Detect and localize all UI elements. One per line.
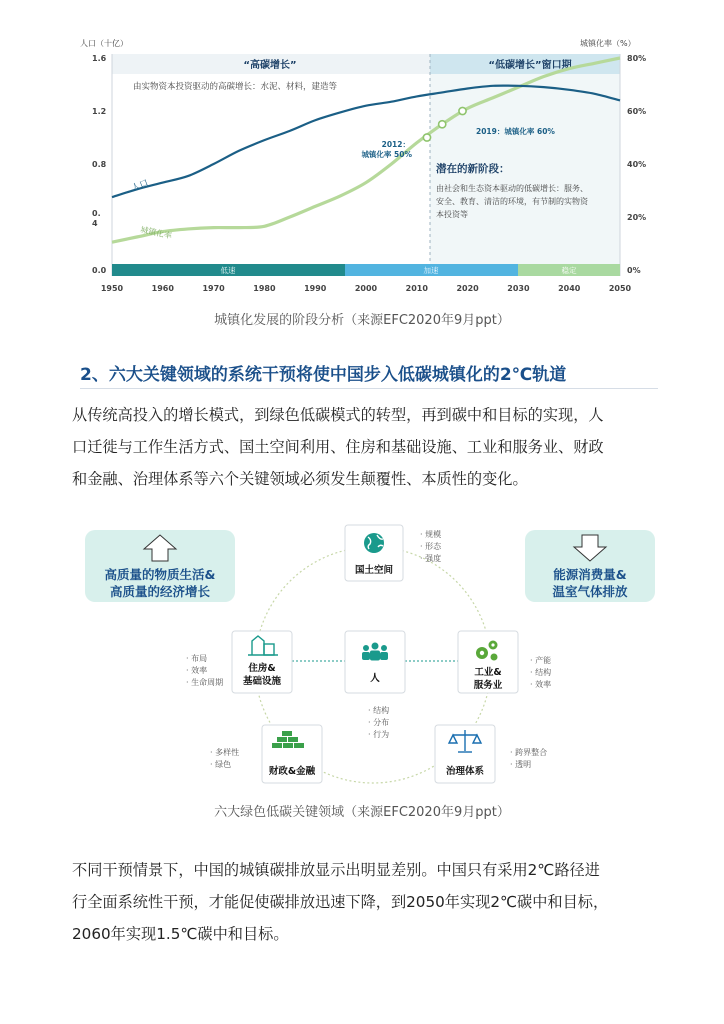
node-land-label: 国土空间 — [354, 565, 394, 576]
energy-emission-line2: 温室气体排放 — [552, 584, 628, 599]
paragraph-2-line: 不同干预情景下，中国的城镇碳排放显示出明显差别。中国只有采用2℃路径进 — [72, 861, 600, 879]
x-axis-tick: 1990 — [304, 284, 327, 293]
paragraph-2-line: 2060年实现1.5℃碳中和目标。 — [72, 925, 289, 943]
x-axis-tick: 2030 — [507, 284, 530, 293]
left-axis-title: 人口（十亿） — [80, 39, 128, 48]
industry-bullet: · 产能 — [530, 656, 552, 665]
six-domains-diagram — [0, 515, 724, 795]
x-axis-tick: 1980 — [253, 284, 276, 293]
x-axis-tick: 2020 — [456, 284, 479, 293]
left-axis-tick: 0.0 — [92, 266, 107, 275]
land-bullet: · 形态 — [420, 542, 442, 551]
right-axis-tick: 40% — [627, 160, 647, 169]
industry-bullet: · 效率 — [530, 680, 552, 689]
node-governance-label: 治理体系 — [445, 766, 485, 777]
housing-bullet: · 效率 — [186, 666, 208, 675]
new-stage-desc-3: 本投资等 — [436, 210, 468, 219]
urbanization-marker — [439, 121, 446, 128]
node-industry-label-2: 服务业 — [473, 680, 503, 691]
right-axis-title: 城镇化率（%） — [580, 39, 636, 48]
band-mid-label: 加速 — [423, 266, 439, 275]
governance-bullet: · 跨界整合 — [510, 748, 548, 757]
chart-caption: 城镇化发展的阶段分析（来源EFC2020年9月ppt） — [214, 313, 510, 328]
x-axis-tick: 1950 — [100, 284, 124, 293]
people-bullet: · 行为 — [368, 730, 390, 739]
x-axis-tick: 2050 — [608, 284, 632, 293]
paragraph-1-line: 从传统高投入的增长模式，到绿色低碳模式的转型，再到碳中和目标的实现，人 — [72, 406, 604, 424]
housing-bullet: · 生命周期 — [186, 678, 224, 687]
land-bullet: · 强度 — [420, 554, 442, 563]
right-axis-tick: 0% — [627, 266, 641, 275]
left-axis-tick: 0. — [92, 209, 101, 218]
phase-high-desc: 由实物资本投资驱动的高碳增长：水泥、材料，建造等 — [133, 82, 338, 92]
right-axis-tick: 60% — [627, 107, 647, 116]
x-axis-tick: 1970 — [202, 284, 225, 293]
paragraph-2 — [72, 854, 662, 950]
finance-bullet: · 绿色 — [210, 760, 232, 769]
x-axis-tick: 2010 — [405, 284, 428, 293]
governance-bullet: · 透明 — [510, 760, 532, 769]
node-housing-label-2: 基础设施 — [242, 676, 282, 687]
left-axis-tick: 1.6 — [92, 54, 107, 63]
people-bullet: · 结构 — [368, 706, 390, 715]
urbanization-chart — [0, 0, 724, 300]
right-axis-tick: 80% — [627, 54, 647, 63]
new-stage-desc-1: 由社会和生态资本驱动的低碳增长：服务、 — [436, 184, 588, 193]
paragraph-1 — [72, 399, 662, 495]
urbanization-marker — [459, 107, 466, 114]
quality-growth-line1: 高质量的物质生活& — [104, 567, 216, 582]
left-axis-tick: 1.2 — [92, 107, 107, 116]
section-heading: 2、六大关键领域的系统干预将使中国步入低碳城镇化的2℃轨道 — [80, 365, 567, 385]
paragraph-1-line: 和金融、治理体系等六个关键领域必须发生颠覆性、本质性的变化。 — [72, 470, 528, 488]
node-people — [345, 631, 405, 693]
node-industry — [458, 631, 518, 693]
new-stage-desc-2: 安全、教育、清洁的环境，有节制的实物资 — [436, 197, 588, 206]
node-industry-label-1: 工业& — [474, 667, 502, 678]
heading-divider — [80, 388, 658, 389]
paragraph-2-line: 行全面系统性干预，才能促使碳排放迅速下降，到2050年实现2℃碳中和目标， — [72, 893, 609, 911]
paragraph-1-line: 口迁徙与工作生活方式、国土空间利用、住房和基础设施、工业和服务业、财政 — [72, 438, 604, 456]
finance-bullet: · 多样性 — [210, 748, 240, 757]
housing-bullet: · 布局 — [186, 654, 208, 663]
node-finance-label: 财政&金融 — [268, 766, 316, 777]
phase-low-title: “低碳增长”窗口期 — [488, 60, 572, 71]
band-stable-label: 稳定 — [561, 266, 577, 275]
population-label: 人口 — [130, 178, 150, 194]
right-axis-tick: 20% — [627, 213, 647, 222]
diagram-caption: 六大绿色低碳关键领域（来源EFC2020年9月ppt） — [214, 805, 510, 820]
land-bullet: · 规模 — [420, 530, 442, 539]
node-housing — [232, 631, 292, 693]
energy-emission-line1: 能源消费量& — [553, 567, 627, 582]
band-fast-label: 低速 — [220, 266, 236, 275]
phase-high-title: “高碳增长” — [243, 60, 297, 71]
x-axis-tick: 2000 — [354, 284, 378, 293]
new-stage-title: 潜在的新阶段： — [436, 163, 510, 175]
node-finance — [262, 725, 322, 783]
node-people-label: 人 — [370, 673, 380, 684]
x-axis-tick: 2040 — [558, 284, 581, 293]
globe-icon — [364, 533, 384, 553]
x-axis-tick: 1960 — [151, 284, 174, 293]
industry-bullet: · 结构 — [530, 668, 552, 677]
node-land — [345, 525, 403, 581]
quality-growth-line2: 高质量的经济增长 — [109, 584, 211, 599]
annotation-2019: 2019：城镇化率 60% — [476, 127, 555, 136]
left-axis-tick: 0.8 — [92, 160, 107, 169]
node-housing-label-1: 住房& — [248, 663, 276, 674]
people-bullet: · 分布 — [368, 718, 390, 727]
urbanization-marker — [423, 134, 430, 141]
left-axis-tick: 4 — [92, 219, 98, 228]
annotation-2012-line2: 城镇化率 50% — [361, 150, 412, 159]
urbanization-label: 城镇化率 — [139, 225, 173, 241]
annotation-2012-line1: 2012： — [381, 140, 410, 149]
node-governance — [435, 725, 495, 783]
